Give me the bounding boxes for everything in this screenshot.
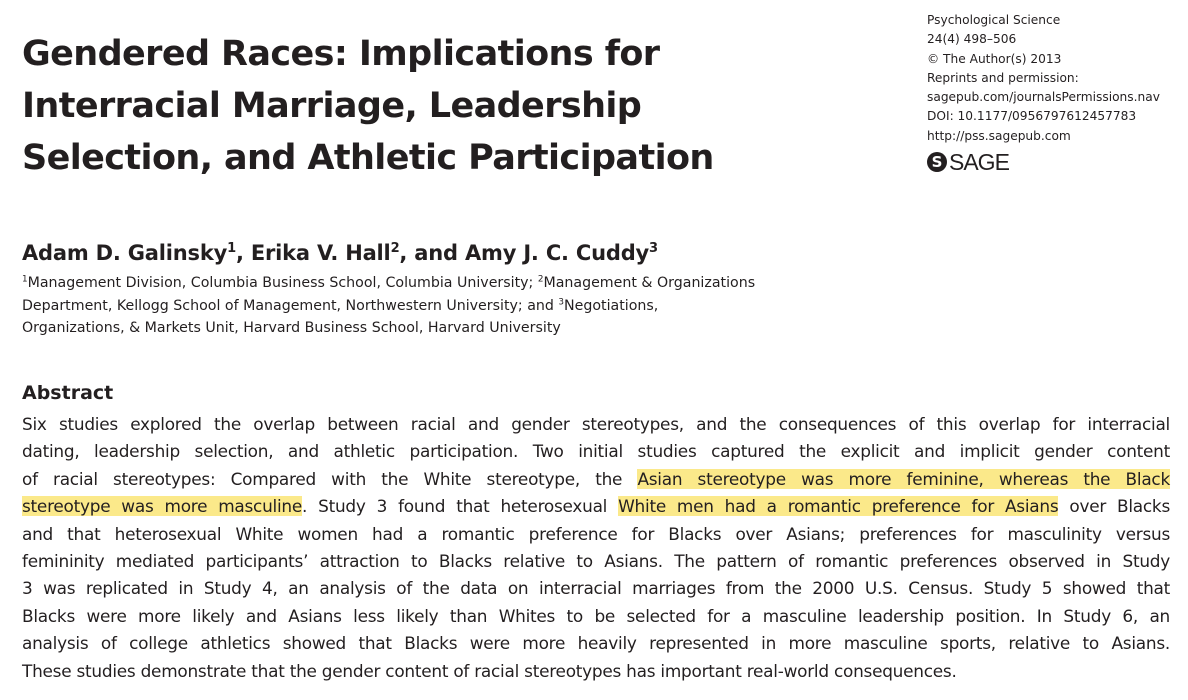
abstract-line — [22, 466, 1170, 493]
abstract-text: of racial stereotypes: Compared with the White stereotype, the — [22, 468, 638, 489]
copyright-notice: © The Author(s) 2013 — [927, 51, 1062, 66]
sage-logo — [927, 149, 1182, 175]
abstract-line: These studies demonstrate that the gender content of racial stereotypes has important real-world consequences. — [22, 660, 957, 681]
highlighted-text[interactable]: stereotype was more masculine — [22, 496, 303, 517]
author-name: Adam D. Galinsky — [22, 241, 228, 265]
abstract-text: over Blacks — [1058, 496, 1170, 517]
abstract-line: 3 was replicated in Study 4, an analysis of the data on interracial marriages from the 2000 U.S. Census. Study 5 showed that — [22, 578, 1170, 599]
author-affil-mark: 1 — [227, 241, 236, 256]
affiliation-line: Organizations, & Markets Unit, Harvard Business School, Harvard University — [22, 320, 561, 336]
title-line: Gendered Races: Implications for — [22, 34, 660, 74]
volume-pages: 24(4) 498–506 — [927, 32, 1017, 47]
abstract-line: Six studies explored the overlap between racial and gender stereotypes, and the consequences of this overlap for interracial — [22, 414, 1170, 434]
abstract-line: Blacks were more likely and Asians less likely than Whites to be selected for a masculine leadership position. In Study 6, an — [22, 605, 1170, 626]
affil-text: Department, Kellogg School of Management, Northwestern University; and — [22, 297, 559, 314]
reprints-label: Reprints and permission: — [927, 70, 1079, 85]
author-separator: , — [235, 241, 251, 265]
affil-text: Negotiations, — [564, 297, 659, 314]
abstract-text: . Study 3 found that heterosexual — [302, 496, 619, 517]
title-line: Interracial Marriage, Leadership — [22, 86, 642, 126]
affil-mark: 2 — [537, 274, 544, 285]
abstract-line: analysis of college athletics showed that Blacks were more heavily represented in more masculine sports, relative to Asians. — [22, 633, 1170, 654]
abstract-line: femininity mediated participants’ attraction to Blacks relative to Asians. The pattern of romantic preferences observed in Study — [22, 551, 1170, 572]
journal-name: Psychological Science — [927, 13, 1061, 27]
journal-link[interactable]: http://pss.sagepub.com — [927, 128, 1071, 143]
affil-text: Management & Organizations — [543, 275, 756, 291]
sage-logo-text: SAGE — [949, 149, 1009, 176]
author-list — [22, 238, 658, 268]
journal-meta — [927, 11, 1182, 175]
affiliations — [22, 272, 755, 340]
affiliation-line — [22, 272, 755, 295]
affil-mark: 1 — [22, 274, 28, 285]
abstract-line: dating, leadership selection, and athletic participation. Two initial studies captured the explicit and implicit gender content — [22, 441, 1170, 462]
abstract-line — [22, 493, 1170, 520]
author-name: Amy J. C. Cuddy — [464, 241, 650, 265]
abstract-heading: Abstract — [22, 382, 114, 404]
reprints-link[interactable]: sagepub.com/journalsPermissions.nav — [927, 90, 1160, 105]
abstract-line: and that heterosexual White women had a romantic preference for Blacks over Asians; preferences for masculinity versus — [22, 523, 1170, 544]
author-affil-mark: 2 — [390, 241, 400, 256]
affil-text: Management Division, Columbia Business School, Columbia University; — [27, 275, 538, 291]
highlighted-text[interactable]: Asian stereotype was more feminine, whereas the Black — [637, 468, 1170, 489]
highlighted-text[interactable]: White men had a romantic preference for Asians — [618, 496, 1059, 517]
abstract-body — [22, 411, 1170, 685]
affil-mark: 3 — [558, 296, 565, 307]
author-separator: , and — [399, 241, 465, 265]
sage-logo-icon: S — [927, 152, 947, 172]
title-line: Selection, and Athletic Participation — [22, 138, 714, 178]
article-title — [22, 28, 822, 184]
affiliation-line — [22, 295, 755, 318]
author-affil-mark: 3 — [649, 241, 658, 256]
author-name: Erika V. Hall — [250, 241, 391, 265]
doi[interactable]: DOI: 10.1177/0956797612457783 — [927, 109, 1137, 124]
